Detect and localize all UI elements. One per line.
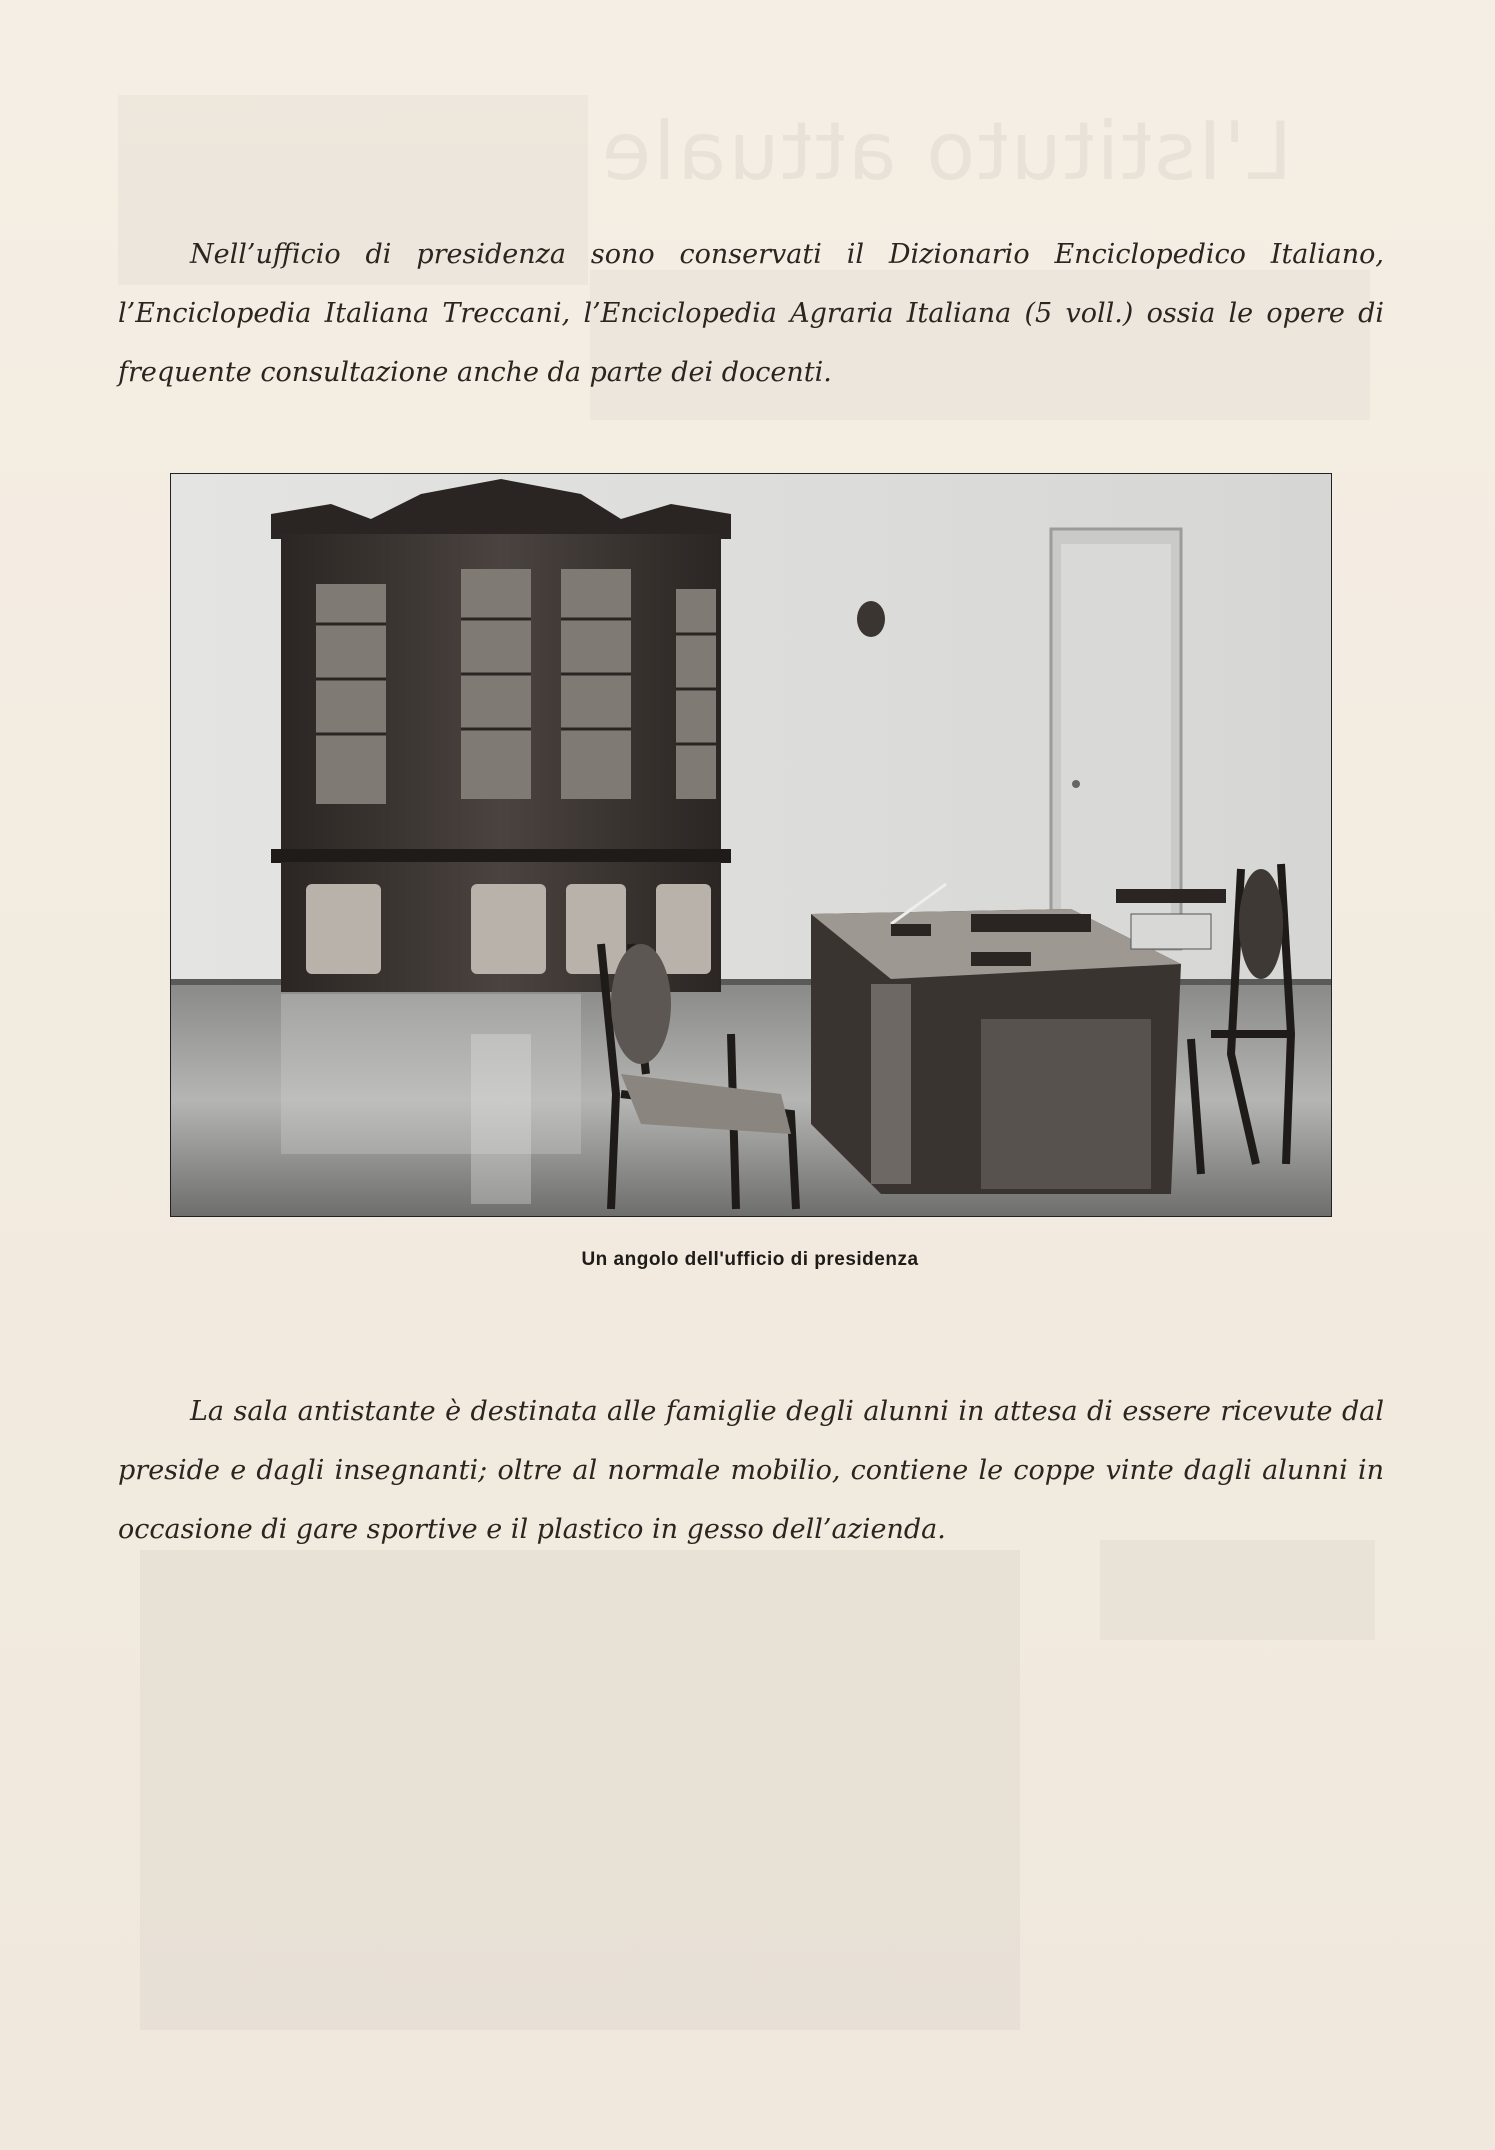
paragraph-2-text: La sala antistante è destinata alle famiglie degli alunni in attesa di essere ricevute dal preside e dagli insegnanti; oltre al normale mobilio, contiene le coppe vinte dagli alunni in occasione di gare sportive e il plastico in gesso dell’azienda. [118, 1396, 1384, 1545]
bleed-through-text: L'Istituto attuale [600, 105, 1293, 198]
paragraph-1-text: Nell’ufficio di presidenza sono conservati il Dizionario Enciclopedico Italiano, l’Enciclopedia Italiana Treccani, l’Enciclopedia Agraria Italiana (5 voll.) ossia le opere di frequente consultazione anche da parte dei docenti. [118, 239, 1384, 388]
office-photograph [170, 473, 1332, 1217]
bleed-through-shape [140, 1550, 1020, 2030]
body-paragraph-1 [118, 225, 1384, 402]
photo-caption: Un angolo dell'ufficio di presidenza [581, 1249, 919, 1270]
body-paragraph-2 [118, 1382, 1384, 1559]
